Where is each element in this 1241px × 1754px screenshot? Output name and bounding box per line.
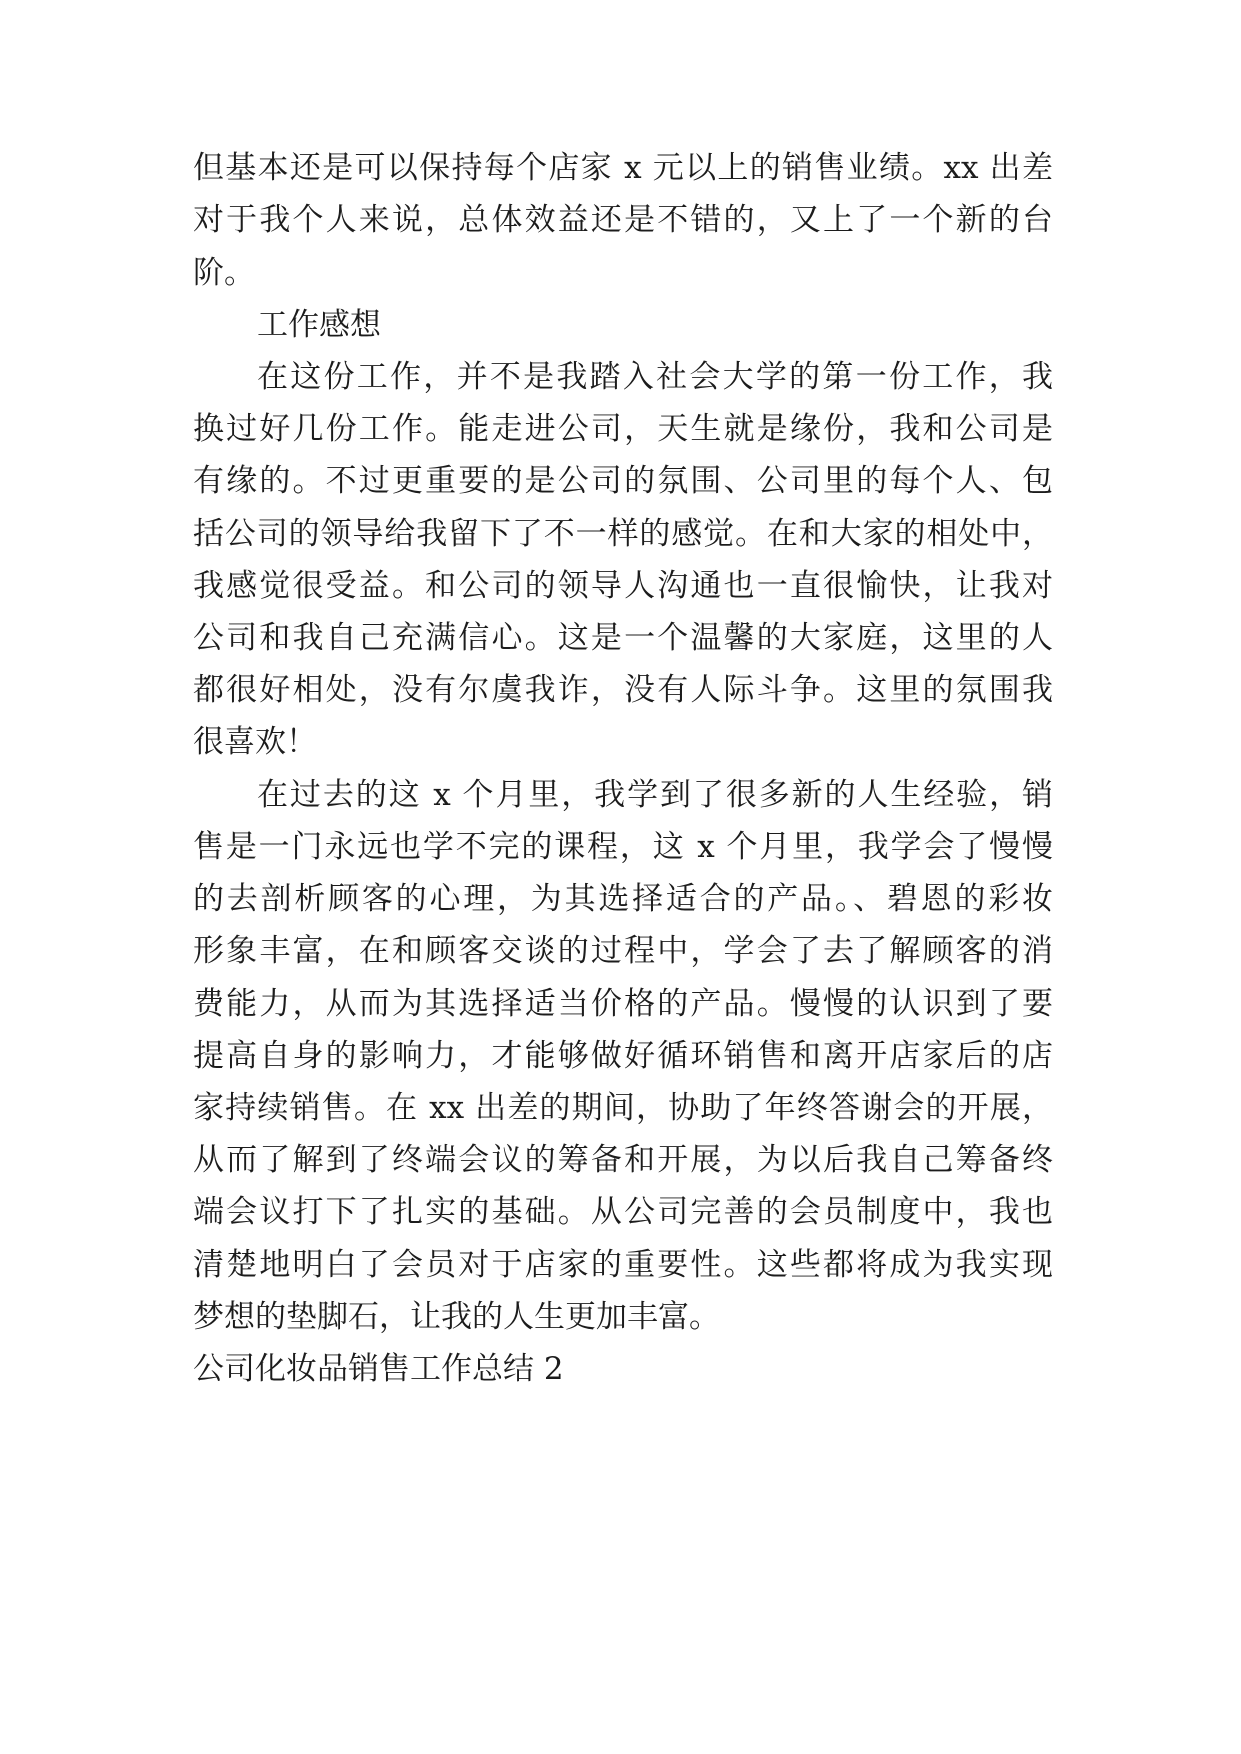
- paragraph-2-line: 售是一门永远也学不完的课程，这 x 个月里，我学会了慢慢: [193, 829, 1053, 865]
- paragraph-1-line: 有缘的。不过更重要的是公司的氛围、公司里的每个人、包: [193, 463, 1053, 499]
- paragraph-2-line: 提高自身的影响力，才能够做好循环销售和离开店家后的店: [193, 1038, 1053, 1074]
- intro-line: 但基本还是可以保持每个店家 x 元以上的销售业绩。xx 出差: [193, 150, 1053, 186]
- paragraph-2-line: 家持续销售。在 xx 出差的期间，协助了年终答谢会的开展，: [193, 1090, 1053, 1126]
- section-heading: 工作感想: [257, 307, 381, 343]
- paragraph-1-line: 很喜欢！: [193, 724, 317, 760]
- paragraph-1-line: 换过好几份工作。能走进公司，天生就是缘份，我和公司是: [193, 411, 1053, 447]
- paragraph-1-line: 公司和我自己充满信心。这是一个温馨的大家庭，这里的人: [193, 620, 1053, 656]
- paragraph-2-line: 梦想的垫脚石，让我的人生更加丰富。: [193, 1299, 720, 1335]
- paragraph-1-line: 都很好相处，没有尔虞我诈，没有人际斗争。这里的氛围我: [193, 672, 1053, 708]
- intro-line: 阶。: [193, 255, 255, 291]
- next-section-title: 公司化妆品销售工作总结 2: [193, 1351, 564, 1387]
- paragraph-2-line: 的去剖析顾客的心理，为其选择适合的产品。、碧恩的彩妆: [193, 881, 1053, 917]
- paragraph-1-line: 括公司的领导给我留下了不一样的感觉。在和大家的相处中，: [193, 516, 1053, 552]
- paragraph-2-line: 从而了解到了终端会议的筹备和开展，为以后我自己筹备终: [193, 1142, 1053, 1178]
- paragraph-2-line: 费能力，从而为其选择适当价格的产品。慢慢的认识到了要: [193, 986, 1053, 1022]
- intro-line: 对于我个人来说，总体效益还是不错的，又上了一个新的台: [193, 202, 1053, 238]
- paragraph-1-line: 我感觉很受益。和公司的领导人沟通也一直很愉快，让我对: [193, 568, 1053, 604]
- paragraph-2-line: 形象丰富，在和顾客交谈的过程中，学会了去了解顾客的消: [193, 933, 1053, 969]
- paragraph-2-line: 在过去的这 x 个月里，我学到了很多新的人生经验，销: [257, 777, 1053, 813]
- paragraph-2-line: 清楚地明白了会员对于店家的重要性。这些都将成为我实现: [193, 1247, 1053, 1283]
- paragraph-1-line: 在这份工作，并不是我踏入社会大学的第一份工作，我: [257, 359, 1053, 395]
- paragraph-2-line: 端会议打下了扎实的基础。从公司完善的会员制度中，我也: [193, 1194, 1053, 1230]
